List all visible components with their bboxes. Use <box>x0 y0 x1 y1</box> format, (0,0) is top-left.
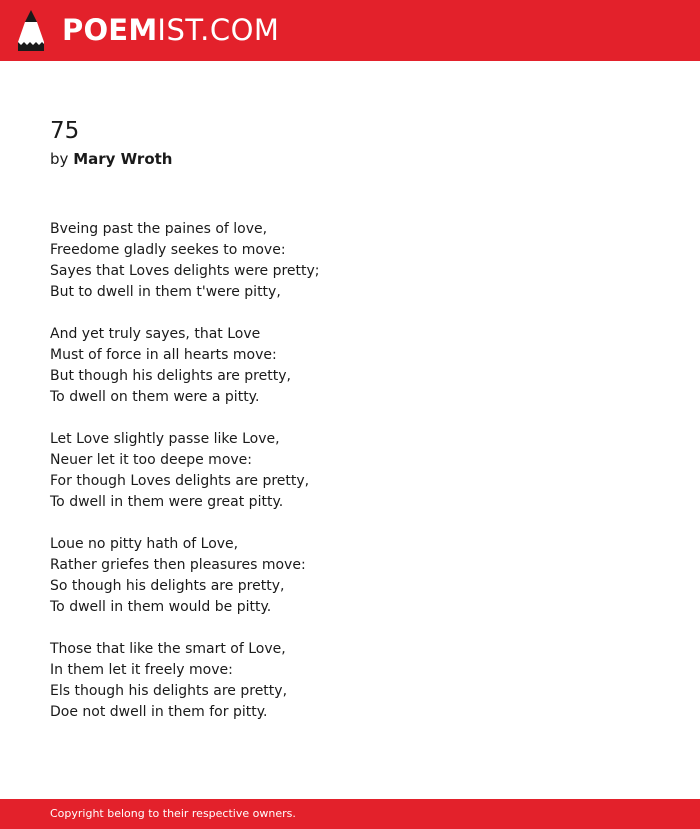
poem-line: In them let it freely move: <box>50 662 233 678</box>
poem-line: Bveing past the paines of love, <box>50 221 268 237</box>
brand-bold: POEM <box>62 13 158 47</box>
poem-line: Must of force in all hearts move: <box>50 347 277 363</box>
stanza <box>50 219 650 303</box>
stanza <box>50 639 650 723</box>
poem-line: To dwell on them were a pitty. <box>50 389 260 405</box>
poem-line: To dwell in them would be pitty. <box>50 599 272 615</box>
poem-byline <box>50 148 172 170</box>
poem-line: For though Loves delights are pretty, <box>50 473 310 489</box>
poem-body <box>50 219 650 744</box>
stanza <box>50 324 650 408</box>
stanza <box>50 534 650 618</box>
poem-line: But though his delights are pretty, <box>50 368 291 384</box>
poem-line: But to dwell in them t'were pitty, <box>50 284 281 300</box>
by-label: by <box>50 150 69 168</box>
poem-line: Rather griefes then pleasures move: <box>50 557 306 573</box>
poem-line: Let Love slightly passe like Love, <box>50 431 280 447</box>
site-logo-text[interactable] <box>62 12 279 48</box>
site-header <box>0 0 700 61</box>
poem-line: Those that like the smart of Love, <box>50 641 286 657</box>
poem-line: Els though his delights are pretty, <box>50 683 288 699</box>
stanza <box>50 429 650 513</box>
poem-line: Neuer let it too deepe move: <box>50 452 253 468</box>
poem-line: Freedome gladly seekes to move: <box>50 242 286 258</box>
poem-line: Sayes that Loves delights were pretty; <box>50 263 320 279</box>
site-footer <box>0 799 700 829</box>
poem-title: 75 <box>50 118 80 144</box>
poem-line: Doe not dwell in them for pitty. <box>50 704 268 720</box>
poem-line: So though his delights are pretty, <box>50 578 285 594</box>
author-name: Mary Wroth <box>73 150 173 168</box>
poem-line: And yet truly sayes, that Love <box>50 326 261 342</box>
poem-line: To dwell in them were great pitty. <box>50 494 284 510</box>
copyright-text: Copyright belong to their respective owners. <box>50 807 296 820</box>
poem-line: Loue no pitty hath of Love, <box>50 536 239 552</box>
pencil-tip-icon[interactable] <box>18 10 44 51</box>
brand-light: IST.COM <box>157 13 280 47</box>
